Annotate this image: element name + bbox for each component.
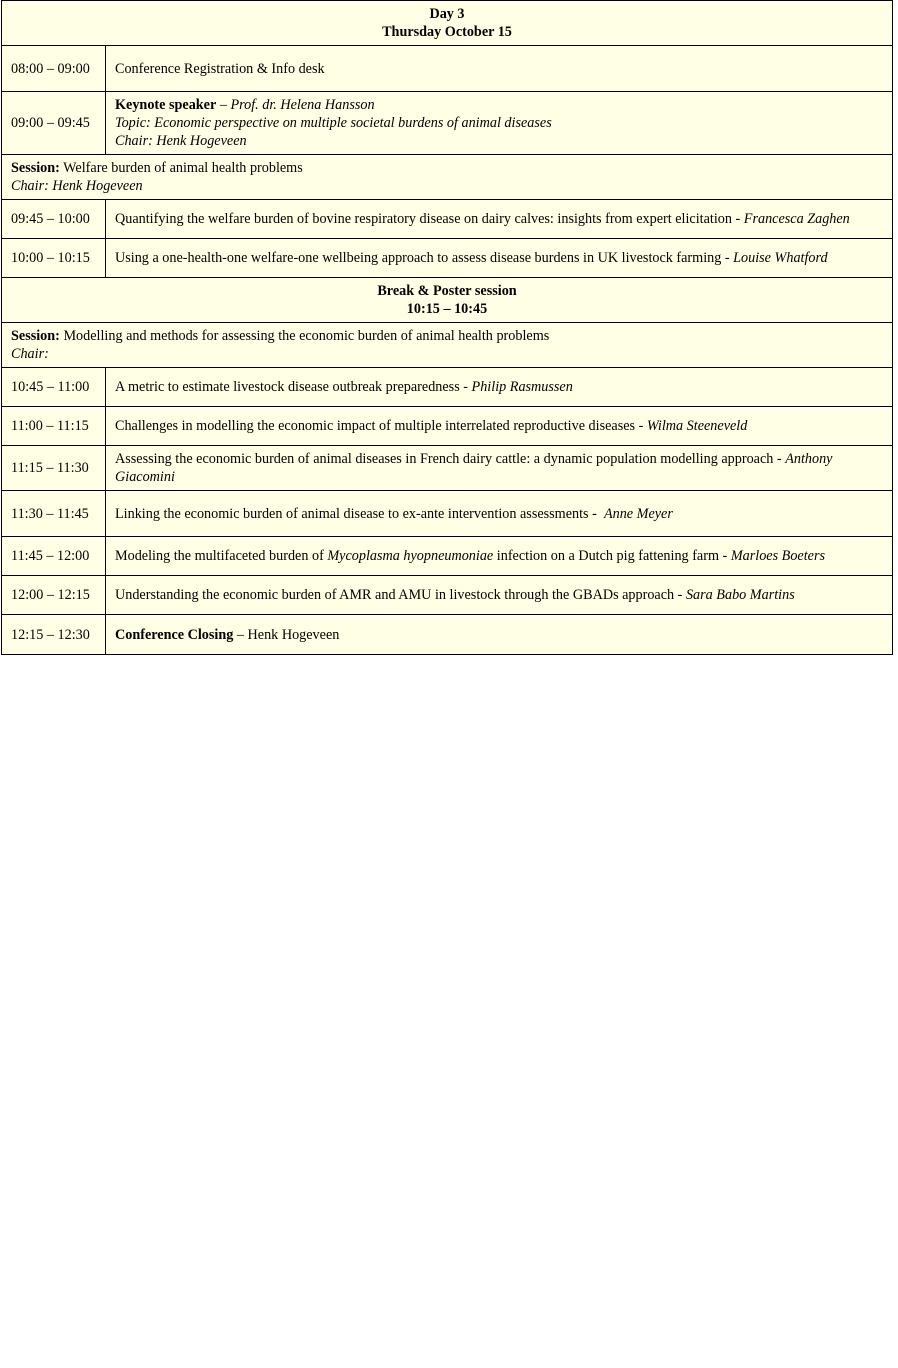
talk-row bbox=[1, 576, 893, 615]
keynote-line bbox=[115, 96, 886, 114]
session-chair: Chair: Henk Hogeveen bbox=[11, 178, 143, 194]
time-cell: 11:15 – 11:30 bbox=[2, 446, 106, 490]
time-cell: 09:00 – 09:45 bbox=[2, 92, 106, 154]
time-cell: 12:00 – 12:15 bbox=[2, 576, 106, 614]
time-cell: 11:45 – 12:00 bbox=[2, 537, 106, 575]
talk-speaker: Francesca Zaghen bbox=[743, 211, 850, 227]
registration-row bbox=[1, 46, 893, 92]
time-cell: 12:15 – 12:30 bbox=[2, 615, 106, 654]
closing-speaker: – Henk Hogeveen bbox=[233, 626, 340, 643]
talk-speaker: Philip Rasmussen bbox=[471, 379, 573, 395]
keynote-chair: Chair: Henk Hogeveen bbox=[115, 133, 247, 149]
talk-speaker: Marloes Boeters bbox=[730, 548, 825, 564]
talk-speaker: Anthony Giacomini bbox=[115, 451, 833, 485]
talk-row bbox=[1, 446, 893, 491]
talk-title: Understanding the economic burden of AMR and AMU in livestock through the GBADs approach - bbox=[115, 587, 686, 603]
talk-row bbox=[1, 368, 893, 407]
break-title: Break & Poster session bbox=[377, 283, 517, 299]
closing-row bbox=[1, 615, 893, 655]
talk-title: A metric to estimate livestock disease outbreak preparedness - bbox=[115, 379, 472, 395]
keynote-row bbox=[1, 92, 893, 155]
time-cell: 11:00 – 11:15 bbox=[2, 407, 106, 445]
schedule-table bbox=[1, 0, 893, 655]
talk-speaker: Sara Babo Martins bbox=[685, 587, 795, 603]
talk-title-italic: Mycoplasma hyopneumoniae bbox=[327, 548, 497, 564]
session-chair: Chair: bbox=[11, 346, 49, 362]
talk-speaker: Wilma Steeneveld bbox=[646, 418, 748, 434]
session-label: Session: bbox=[11, 328, 60, 344]
talk-title: Assessing the economic burden of animal diseases in French dairy cattle: a dynamic population modelling approach - bbox=[115, 451, 786, 467]
time-cell: 08:00 – 09:00 bbox=[2, 46, 106, 91]
talk-row bbox=[1, 491, 893, 537]
day-date: Thursday October 15 bbox=[382, 24, 512, 40]
session-label: Session: bbox=[11, 160, 60, 176]
session-header bbox=[1, 323, 893, 368]
break-time: 10:15 – 10:45 bbox=[406, 301, 488, 317]
day-title: Day 3 bbox=[429, 6, 465, 22]
session-header bbox=[1, 155, 893, 200]
registration-text: Conference Registration & Info desk bbox=[115, 60, 325, 77]
talk-row bbox=[1, 537, 893, 576]
time-cell: 09:45 – 10:00 bbox=[2, 200, 106, 238]
break-row bbox=[1, 278, 893, 323]
keynote-sep: – bbox=[216, 97, 231, 113]
talk-title: Using a one-health-one welfare-one wellbeing approach to assess disease burdens in UK livestock farming - bbox=[115, 250, 734, 266]
talk-row bbox=[1, 239, 893, 278]
talk-row bbox=[1, 407, 893, 446]
talk-row bbox=[1, 200, 893, 239]
talk-speaker: Anne Meyer bbox=[603, 505, 673, 522]
day-header bbox=[1, 0, 893, 46]
time-cell: 10:45 – 11:00 bbox=[2, 368, 106, 406]
talk-title: Challenges in modelling the economic impact of multiple interrelated reproductive diseases - bbox=[115, 418, 647, 434]
talk-title-pre: Modeling the multifaceted burden of bbox=[115, 548, 328, 564]
time-cell: 11:30 – 11:45 bbox=[2, 491, 106, 536]
session-title: Welfare burden of animal health problems bbox=[59, 160, 303, 176]
talk-title: Quantifying the welfare burden of bovine respiratory disease on dairy calves: insights from expert elicitation - bbox=[115, 211, 744, 227]
keynote-label: Keynote speaker bbox=[115, 97, 217, 113]
talk-speaker: Louise Whatford bbox=[733, 250, 828, 266]
session-title: Modelling and methods for assessing the economic burden of animal health problems bbox=[59, 328, 550, 344]
keynote-speaker: Prof. dr. Helena Hansson bbox=[230, 97, 375, 113]
talk-title-post: infection on a Dutch pig fattening farm - bbox=[496, 548, 731, 564]
time-cell: 10:00 – 10:15 bbox=[2, 239, 106, 277]
keynote-topic: Topic: Economic perspective on multiple societal burdens of animal diseases bbox=[115, 115, 552, 131]
talk-title: Linking the economic burden of animal disease to ex-ante intervention assessments - bbox=[115, 505, 604, 522]
closing-label: Conference Closing bbox=[115, 626, 234, 643]
